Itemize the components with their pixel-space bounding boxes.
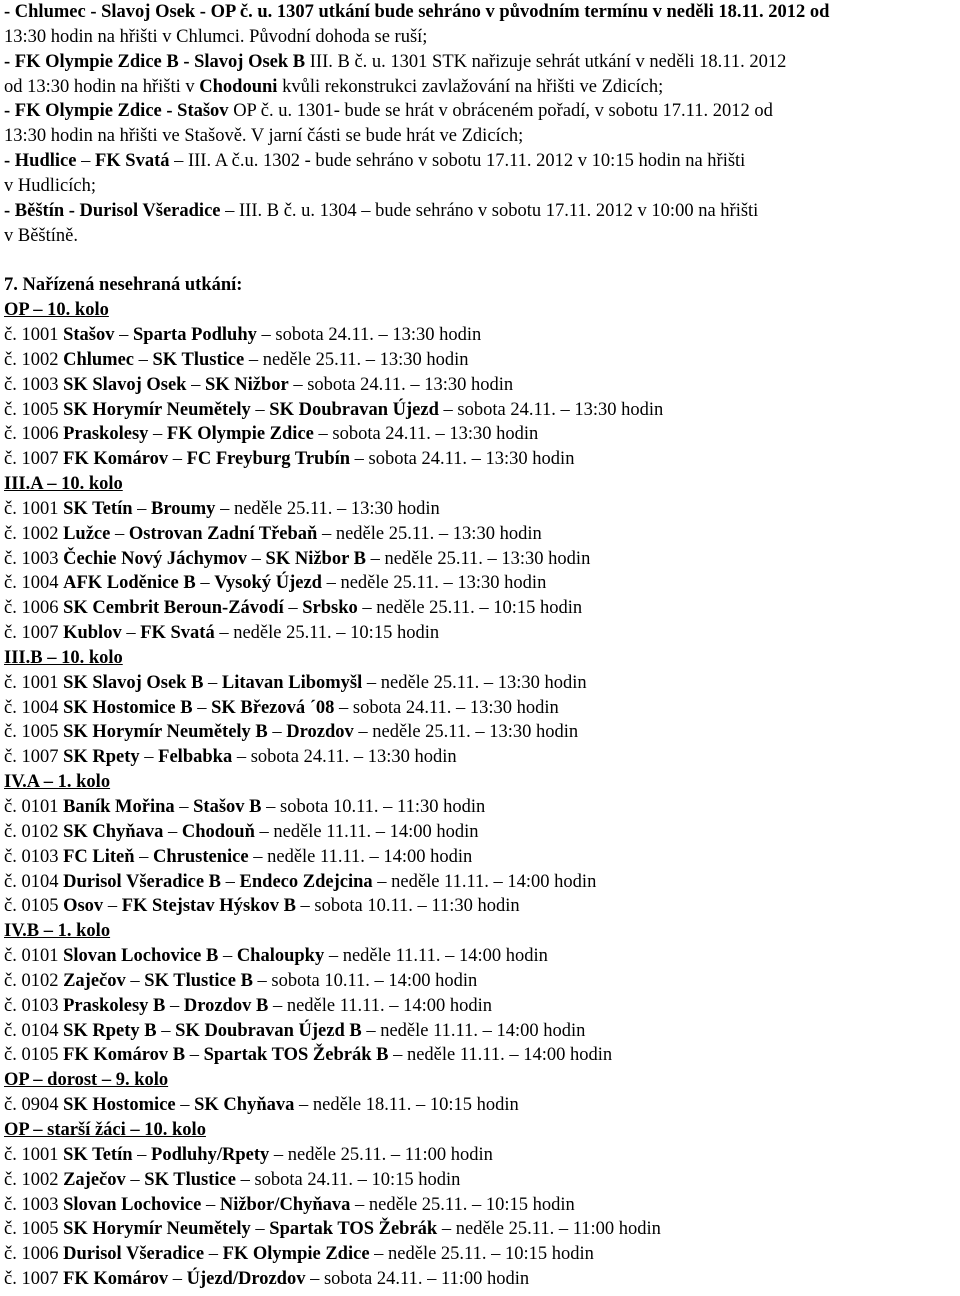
match-number: č. 0105	[4, 1045, 59, 1066]
away-team: Ostrovan Zadní Třebaň	[128, 523, 318, 544]
match-number: č. 1001	[4, 498, 59, 519]
away-team: FK Svatá	[140, 623, 215, 644]
home-team: Praskolesy	[63, 424, 149, 445]
match-row: č. 1007 FK Komárov – Újezd/Drozdov – sobota 24.11. – 11:00 hodin	[4, 1269, 530, 1290]
match-time: neděle 25.11. – 11:00 hodin	[455, 1219, 661, 1240]
away-team: SK Nižbor B	[265, 548, 366, 569]
home-team: Lužce	[63, 523, 111, 544]
home-team: SK Hostomice B	[63, 697, 193, 718]
home-team: SK Slavoj Osek	[63, 374, 187, 395]
spacer	[4, 248, 958, 273]
match-number: č. 1001	[4, 324, 59, 345]
match-row: č. 1005 SK Horymír Neumětely – SK Doubravan Újezd – sobota 24.11. – 13:30 hodin	[4, 399, 664, 420]
match-number: č. 1006	[4, 424, 59, 445]
away-team: Felbabka	[158, 747, 233, 768]
note-team-text: - Chlumec - Slavoj Osek - OP č. u. 1307 utkání bude sehráno v původním termínu v neděli 18.11. 2012 od	[4, 2, 830, 22]
match-time: sobota 24.11. – 13:30 hodin	[332, 424, 539, 445]
match-time: sobota 10.11. – 14:00 hodin	[271, 970, 478, 991]
home-team: Kublov	[63, 623, 122, 644]
group-title: OP – 10. kolo	[4, 300, 109, 321]
match-row: č. 0101 Slovan Lochovice B – Chaloupky – neděle 11.11. – 14:00 hodin	[4, 946, 548, 967]
match-number: č. 0101	[4, 946, 59, 967]
match-number: č. 1007	[4, 1269, 59, 1290]
match-number: č. 1001	[4, 1144, 59, 1165]
note-text: III. B č. u. 1301 STK nařizuje sehrát utkání v neděli 18.11. 2012	[305, 51, 787, 72]
home-team: SK Horymír Neumětely	[63, 399, 251, 420]
home-team: Zaječov	[63, 970, 126, 991]
match-number: č. 1003	[4, 548, 59, 569]
match-row: č. 1003 Čechie Nový Jáchymov – SK Nižbor B – neděle 25.11. – 13:30 hodin	[4, 548, 591, 569]
note-line	[4, 99, 958, 124]
note-text: od 13:30 hodin na hřišti v	[4, 76, 200, 97]
match-number: č. 1002	[4, 1169, 59, 1190]
home-team: Slovan Lochovice	[63, 1194, 202, 1215]
home-team: SK Cembrit Beroun-Závodí	[63, 598, 284, 619]
match-number: č. 1007	[4, 623, 59, 644]
away-team: Spartak TOS Žebrák B	[203, 1045, 389, 1066]
match-row: č. 0104 Durisol Všeradice B – Endeco Zdejcina – neděle 11.11. – 14:00 hodin	[4, 871, 597, 892]
match-row: č. 1001 SK Tetín – Podluhy/Rpety – neděle 25.11. – 11:00 hodin	[4, 1144, 493, 1165]
match-row: č. 1007 FK Komárov – FC Freyburg Trubín – sobota 24.11. – 13:30 hodin	[4, 449, 575, 470]
match-number: č. 0104	[4, 871, 59, 892]
match-time: sobota 24.11. – 13:30 hodin	[250, 747, 457, 768]
home-team: FK Komárov	[63, 449, 169, 470]
home-team: Slovan Lochovice B	[63, 946, 219, 967]
home-team: Stašov	[63, 324, 115, 345]
match-time: neděle 25.11. – 13:30 hodin	[335, 523, 542, 544]
note-text: – III. A č.u. 1302 - bude sehráno v sobotu 17.11. 2012 v 10:15 hodin na hřišti	[169, 151, 746, 172]
home-team: FC Liteň	[63, 846, 135, 867]
group-title: III.A – 10. kolo	[4, 474, 123, 495]
note-line	[4, 224, 958, 249]
match-time: neděle 25.11. – 13:30 hodin	[262, 349, 469, 370]
match-row: č. 1002 Zaječov – SK Tlustice – sobota 24.11. – 10:15 hodin	[4, 1169, 461, 1190]
away-team: Drozdov	[286, 722, 354, 743]
match-time: neděle 25.11. – 11:00 hodin	[287, 1144, 493, 1165]
group-title: IV.B – 1. kolo	[4, 921, 111, 942]
match-number: č. 1001	[4, 672, 59, 693]
match-time: sobota 24.11. – 13:30 hodin	[457, 399, 664, 420]
home-team: Praskolesy B	[63, 995, 166, 1016]
match-row: č. 0105 FK Komárov B – Spartak TOS Žebrák B – neděle 11.11. – 14:00 hodin	[4, 1045, 613, 1066]
match-time: sobota 24.11. – 11:00 hodin	[323, 1269, 530, 1290]
note-line	[4, 149, 958, 174]
away-team: Litavan Libomyšl	[221, 672, 363, 693]
away-team: Podluhy/Rpety	[151, 1144, 270, 1165]
home-team: Osov	[63, 896, 104, 917]
match-row: č. 1005 SK Horymír Neumětely B – Drozdov – neděle 25.11. – 13:30 hodin	[4, 722, 579, 743]
note-line	[4, 199, 958, 224]
away-team: SK Tlustice	[152, 349, 245, 370]
match-time: sobota 24.11. – 13:30 hodin	[352, 697, 559, 718]
note-team-text: - Běštín - Durisol Všeradice	[4, 200, 221, 221]
away-team: SK Nižbor	[204, 374, 289, 395]
home-team: SK Rpety	[63, 747, 140, 768]
match-number: č. 1005	[4, 399, 59, 420]
match-time: neděle 18.11. – 10:15 hodin	[312, 1095, 519, 1116]
match-time: neděle 11.11. – 14:00 hodin	[267, 846, 473, 867]
away-team: FK Stejstav Hýskov B	[121, 896, 296, 917]
note-text: v Hudlicích;	[4, 175, 96, 196]
away-team: SK Březová ´08	[211, 697, 335, 718]
match-row: č. 1002 Lužce – Ostrovan Zadní Třebaň – neděle 25.11. – 13:30 hodin	[4, 523, 542, 544]
match-time: neděle 11.11. – 14:00 hodin	[391, 871, 597, 892]
match-row: č. 1007 Kublov – FK Svatá – neděle 25.11. – 10:15 hodin	[4, 623, 440, 644]
match-time: neděle 25.11. – 13:30 hodin	[380, 672, 587, 693]
match-number: č. 0102	[4, 970, 59, 991]
match-time: neděle 25.11. – 10:15 hodin	[376, 598, 583, 619]
note-text: – III. B č. u. 1304 – bude sehráno v sobotu 17.11. 2012 v 10:00 na hřišti	[220, 200, 759, 221]
note-line	[4, 0, 958, 25]
match-row: č. 1005 SK Horymír Neumětely – Spartak TOS Žebrák – neděle 25.11. – 11:00 hodin	[4, 1219, 661, 1240]
match-row: č. 1003 Slovan Lochovice – Nižbor/Chyňava – neděle 25.11. – 10:15 hodin	[4, 1194, 575, 1215]
note-line	[4, 124, 958, 149]
match-time: neděle 11.11. – 14:00 hodin	[406, 1045, 613, 1066]
match-number: č. 1003	[4, 374, 59, 395]
away-team: Újezd/Drozdov	[186, 1269, 306, 1290]
match-number: č. 1006	[4, 598, 59, 619]
home-team: FK Komárov B	[63, 1045, 186, 1066]
home-team: AFK Loděnice B	[63, 573, 196, 594]
away-team: Srbsko	[302, 598, 358, 619]
match-time: neděle 25.11. – 10:15 hodin	[233, 623, 440, 644]
match-row: č. 1006 Praskolesy – FK Olympie Zdice – sobota 24.11. – 13:30 hodin	[4, 424, 539, 445]
note-team-text: - Hudlice	[4, 151, 77, 172]
match-time: neděle 11.11. – 14:00 hodin	[380, 1020, 586, 1041]
match-time: sobota 24.11. – 13:30 hodin	[368, 449, 575, 470]
match-time: neděle 25.11. – 13:30 hodin	[233, 498, 440, 519]
match-number: č. 0103	[4, 995, 59, 1016]
match-time: neděle 11.11. – 14:00 hodin	[273, 821, 479, 842]
home-team: SK Rpety B	[63, 1020, 157, 1041]
match-number: č. 0103	[4, 846, 59, 867]
away-team: FK Olympie Zdice	[166, 424, 314, 445]
match-number: č. 1007	[4, 747, 59, 768]
section-title: 7. Nařízená nesehraná utkání:	[4, 275, 243, 296]
note-text: 13:30 hodin na hřišti v Chlumci. Původní dohoda se ruší;	[4, 26, 428, 47]
group-title: OP – starší žáci – 10. kolo	[4, 1119, 206, 1140]
match-number: č. 1003	[4, 1194, 59, 1215]
note-text: –	[76, 151, 95, 172]
match-groups	[4, 298, 958, 1292]
match-number: č. 1004	[4, 573, 59, 594]
match-row: č. 1001 SK Tetín – Broumy – neděle 25.11. – 13:30 hodin	[4, 498, 440, 519]
note-line	[4, 25, 958, 50]
home-team: SK Chyňava	[63, 821, 164, 842]
note-line	[4, 75, 958, 100]
home-team: SK Horymír Neumětely B	[63, 722, 268, 743]
match-row: č. 1001 Stašov – Sparta Podluhy – sobota 24.11. – 13:30 hodin	[4, 324, 482, 345]
match-time: sobota 24.11. – 13:30 hodin	[307, 374, 514, 395]
home-team: SK Hostomice	[63, 1095, 176, 1116]
match-number: č. 0101	[4, 797, 59, 817]
match-number: č. 0104	[4, 1020, 59, 1041]
match-time: neděle 25.11. – 10:15 hodin	[368, 1194, 575, 1215]
match-row: č. 1002 Chlumec – SK Tlustice – neděle 25.11. – 13:30 hodin	[4, 349, 469, 370]
match-number: č. 1006	[4, 1244, 59, 1265]
match-number: č. 0102	[4, 821, 59, 842]
match-number: č. 1004	[4, 697, 59, 718]
note-line	[4, 50, 958, 75]
home-team: SK Tetín	[63, 1144, 133, 1165]
home-team: Baník Mořina	[63, 797, 175, 817]
away-team: Drozdov B	[183, 995, 269, 1016]
away-team: Broumy	[151, 498, 216, 519]
match-row: č. 1001 SK Slavoj Osek B – Litavan Libomyšl – neděle 25.11. – 13:30 hodin	[4, 672, 587, 693]
match-number: č. 1007	[4, 449, 59, 470]
note-text: kvůli rekonstrukci zavlažování na hřišti ve Zdicích;	[277, 76, 664, 97]
match-number: č. 0904	[4, 1095, 59, 1116]
group-title: III.B – 10. kolo	[4, 647, 123, 668]
match-row: č. 0104 SK Rpety B – SK Doubravan Újezd B – neděle 11.11. – 14:00 hodin	[4, 1020, 586, 1041]
away-team: Nižbor/Chyňava	[219, 1194, 351, 1215]
match-time: sobota 24.11. – 13:30 hodin	[275, 324, 482, 345]
home-team: FK Komárov	[63, 1269, 169, 1290]
match-time: neděle 25.11. – 13:30 hodin	[384, 548, 591, 569]
match-row: č. 1003 SK Slavoj Osek – SK Nižbor – sobota 24.11. – 13:30 hodin	[4, 374, 514, 395]
note-team-text: - FK Olympie Zdice B - Slavoj Osek B	[4, 51, 306, 72]
note-text: 13:30 hodin na hřišti ve Stašově. V jarní části se bude hrát ve Zdicích;	[4, 126, 524, 147]
away-team: SK Tlustice	[144, 1169, 236, 1190]
away-team: FC Freyburg Trubín	[186, 449, 351, 470]
home-team: SK Tetín	[63, 498, 133, 519]
away-team: Chaloupky	[236, 946, 325, 967]
match-row: č. 0101 Baník Mořina – Stašov B – sobota 10.11. – 11:30 hodin	[4, 797, 486, 817]
home-team: Chlumec	[63, 349, 135, 370]
note-team-text: - FK Olympie Zdice - Stašov	[4, 101, 229, 122]
match-row: č. 1006 Durisol Všeradice – FK Olympie Zdice – neděle 25.11. – 10:15 hodin	[4, 1244, 594, 1265]
postponement-notes	[4, 0, 958, 248]
away-team: SK Doubravan Újezd	[269, 399, 439, 420]
match-number: č. 1005	[4, 722, 59, 743]
away-team: Spartak TOS Žebrák	[269, 1219, 438, 1240]
match-row: č. 0904 SK Hostomice – SK Chyňava – neděle 18.11. – 10:15 hodin	[4, 1095, 519, 1116]
group-title: OP – dorost – 9. kolo	[4, 1070, 169, 1091]
match-time: sobota 24.11. – 10:15 hodin	[254, 1169, 461, 1190]
away-team: FK Olympie Zdice	[222, 1244, 370, 1265]
match-row: č. 1004 SK Hostomice B – SK Březová ´08 – sobota 24.11. – 13:30 hodin	[4, 697, 559, 718]
match-number: č. 0105	[4, 896, 59, 917]
match-row: č. 1007 SK Rpety – Felbabka – sobota 24.11. – 13:30 hodin	[4, 747, 457, 768]
away-team: SK Tlustice B	[144, 970, 253, 991]
match-row: č. 0102 Zaječov – SK Tlustice B – sobota 10.11. – 14:00 hodin	[4, 970, 478, 991]
away-team: Endeco Zdejcina	[239, 871, 373, 892]
match-row: č. 1006 SK Cembrit Beroun-Závodí – Srbsko – neděle 25.11. – 10:15 hodin	[4, 598, 583, 619]
match-time: sobota 10.11. – 11:30 hodin	[280, 797, 486, 817]
note-line	[4, 174, 958, 199]
away-team: SK Doubravan Újezd B	[175, 1020, 362, 1041]
home-team: Zaječov	[63, 1169, 126, 1190]
match-row: č. 0105 Osov – FK Stejstav Hýskov B – sobota 10.11. – 11:30 hodin	[4, 896, 520, 917]
match-time: neděle 25.11. – 13:30 hodin	[372, 722, 579, 743]
note-team-text: FK Svatá	[94, 151, 170, 172]
match-number: č. 1005	[4, 1219, 59, 1240]
note-text: OP č. u. 1301- bude se hrát v obráceném pořadí, v sobotu 17.11. 2012 od	[228, 101, 773, 122]
away-team: SK Chyňava	[194, 1095, 295, 1116]
match-time: neděle 25.11. – 13:30 hodin	[340, 573, 547, 594]
match-time: neděle 11.11. – 14:00 hodin	[286, 995, 492, 1016]
home-team: SK Horymír Neumětely	[63, 1219, 251, 1240]
home-team: Durisol Všeradice B	[63, 871, 222, 892]
away-team: Chrustenice	[153, 846, 249, 867]
home-team: SK Slavoj Osek B	[63, 672, 204, 693]
match-row: č. 0103 Praskolesy B – Drozdov B – neděle 11.11. – 14:00 hodin	[4, 995, 492, 1016]
away-team: Sparta Podluhy	[133, 324, 257, 345]
match-number: č. 1002	[4, 523, 59, 544]
home-team: Čechie Nový Jáchymov	[63, 548, 248, 569]
note-team-text: Chodouni	[199, 76, 278, 97]
document-page	[4, 0, 958, 1292]
group-title: IV.A – 1. kolo	[4, 772, 111, 793]
match-number: č. 1002	[4, 349, 59, 370]
home-team: Durisol Všeradice	[63, 1244, 205, 1265]
match-time: sobota 10.11. – 11:30 hodin	[314, 896, 520, 917]
away-team: Stašov B	[193, 797, 262, 817]
away-team: Vysoký Újezd	[214, 573, 322, 594]
match-time: neděle 25.11. – 10:15 hodin	[388, 1244, 594, 1265]
match-time: neděle 11.11. – 14:00 hodin	[342, 946, 548, 967]
match-row: č. 1004 AFK Loděnice B – Vysoký Újezd – neděle 25.11. – 13:30 hodin	[4, 573, 547, 594]
match-row: č. 0103 FC Liteň – Chrustenice – neděle 11.11. – 14:00 hodin	[4, 846, 473, 867]
away-team: Chodouň	[181, 821, 255, 842]
note-text: v Běštíně.	[4, 225, 78, 246]
match-row: č. 0102 SK Chyňava – Chodouň – neděle 11.11. – 14:00 hodin	[4, 821, 479, 842]
